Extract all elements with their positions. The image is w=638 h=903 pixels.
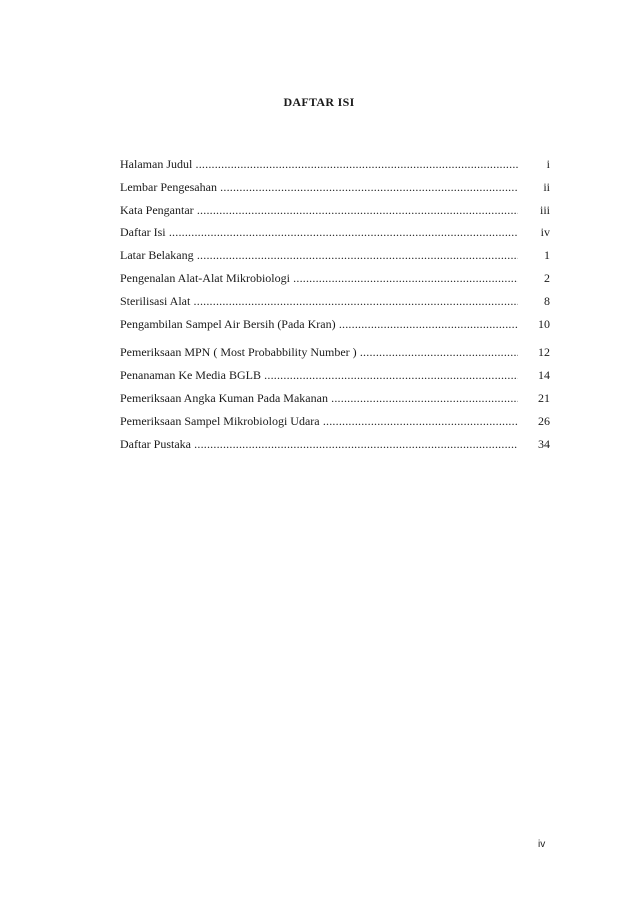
toc-entry-label: Sterilisasi Alat ..... — [120, 294, 518, 308]
toc-entry-pengenalan-alat — [120, 271, 550, 294]
toc-entry-page: iii — [539, 202, 550, 217]
toc-entry-page: 10 — [538, 316, 550, 331]
toc-entry-page: 1 — [544, 248, 550, 263]
toc-entry-kata-pengantar — [120, 203, 550, 226]
toc-entry-label: Pengenalan Alat-Alat Mikrobiologi ..... — [120, 271, 518, 285]
toc-entry-page: 21 — [538, 390, 550, 405]
toc-entry-label: Pemeriksaan MPN ( Most Probabbility Number ) ..... — [120, 345, 518, 359]
toc-entry-label: Kata Pengantar ..... — [120, 203, 518, 217]
toc-entry-daftar-pustaka — [120, 437, 550, 460]
toc-entry-sterilisasi-alat — [120, 294, 550, 317]
toc-entry-page: 12 — [538, 345, 550, 360]
page-title: DAFTAR ISI — [283, 95, 355, 109]
toc-entry-label: Lembar Pengesahan ..... — [120, 180, 518, 194]
toc-entry-label: Pemeriksaan Angka Kuman Pada Makanan ..... — [120, 391, 518, 405]
toc-entry-halaman-judul — [120, 157, 550, 180]
toc-entry-pemeriksaan-mpn — [120, 345, 550, 368]
toc-entry-page: 8 — [544, 293, 550, 308]
toc-entry-page: 2 — [544, 270, 550, 285]
toc-entry-page: ii — [543, 179, 550, 194]
toc-entry-daftar-isi — [120, 225, 550, 248]
table-of-contents — [120, 157, 550, 459]
page-number: iv — [538, 839, 546, 850]
toc-entry-page: 26 — [538, 413, 550, 428]
toc-entry-latar-belakang — [120, 248, 550, 271]
toc-entry-label: Latar Belakang ..... — [120, 248, 518, 262]
toc-entry-pengambilan-sampel — [120, 317, 550, 340]
toc-entry-label: Daftar Isi ..... — [120, 225, 518, 239]
toc-entry-label: Pengambilan Sampel Air Bersih (Pada Kran) ..... — [120, 317, 518, 331]
toc-entry-mikrobiologi-udara — [120, 414, 550, 437]
toc-entry-page: iv — [540, 225, 550, 240]
toc-entry-page: 34 — [538, 436, 550, 451]
toc-entry-page: i — [546, 157, 550, 171]
toc-entry-penanaman-bglb — [120, 368, 550, 391]
toc-entry-label: Daftar Pustaka ..... — [120, 437, 518, 451]
toc-entry-lembar-pengesahan — [120, 180, 550, 203]
toc-entry-page: 14 — [538, 368, 550, 383]
toc-entry-angka-kuman — [120, 391, 550, 414]
toc-entry-label: Halaman Judul ..... — [120, 157, 518, 171]
toc-entry-label: Pemeriksaan Sampel Mikrobiologi Udara ..... — [120, 414, 518, 428]
toc-entry-label: Penanaman Ke Media BGLB ..... — [120, 368, 518, 382]
